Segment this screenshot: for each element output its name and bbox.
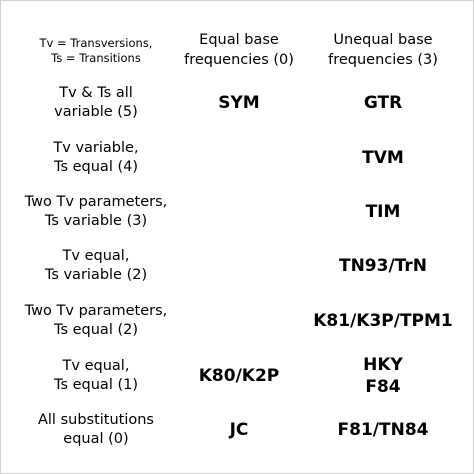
row-label-line-2: equal (0) — [63, 431, 129, 447]
model-name: SYM — [218, 93, 260, 113]
model-unequal-k81 — [300, 308, 466, 334]
row-label-line-2: Ts variable (3) — [44, 213, 148, 229]
row-label-jc — [12, 410, 180, 450]
column-header-unequal-line-2: frequencies (3) — [328, 52, 438, 68]
model-name-hky: HKY — [363, 355, 403, 375]
row-label-line-2: Ts equal (4) — [54, 159, 138, 175]
legend-line-1: Tv = Transversions, — [39, 36, 153, 50]
row-label-line-1: Tv equal, — [62, 248, 130, 264]
model-equal-jc — [176, 417, 302, 443]
row-label-tn93 — [12, 246, 180, 286]
row-label-line-1: All substitutions — [37, 412, 154, 428]
model-unequal-tim — [300, 199, 466, 225]
model-equal-k80 — [176, 363, 302, 389]
column-header-unequal-line-1: Unequal base — [333, 32, 433, 48]
model-unequal-tvm — [300, 145, 466, 171]
row-label-line-1: Tv & Ts all — [59, 85, 133, 101]
model-name: F81/TN84 — [337, 420, 429, 440]
row-label-line-2: Ts variable (2) — [44, 267, 148, 283]
column-header-unequal — [300, 30, 466, 70]
model-unequal-gtr — [300, 90, 466, 116]
row-label-tim — [12, 192, 180, 232]
model-name: JC — [229, 420, 249, 440]
model-name: TVM — [362, 148, 404, 168]
model-unequal-tn93 — [300, 253, 466, 279]
row-label-line-2: Ts equal (1) — [54, 377, 138, 393]
legend-line-2: Ts = Transitions — [51, 51, 141, 65]
model-name: TIM — [365, 202, 401, 222]
row-label-tvm — [12, 138, 180, 178]
row-label-line-2: variable (5) — [54, 104, 138, 120]
row-label-line-1: Tv variable, — [53, 140, 139, 156]
column-header-equal — [176, 30, 302, 70]
model-equal-sym — [176, 90, 302, 116]
column-header-equal-line-2: frequencies (0) — [184, 52, 294, 68]
model-name: GTR — [363, 93, 403, 113]
model-name: K81/K3P/TPM1 — [313, 311, 453, 331]
row-label-k80 — [12, 356, 180, 396]
row-label-line-1: Two Tv parameters, — [24, 303, 168, 319]
model-name: K80/K2P — [198, 366, 280, 386]
column-header-equal-line-1: Equal base — [199, 32, 279, 48]
row-label-k81 — [12, 301, 180, 341]
row-label-line-1: Two Tv parameters, — [24, 194, 168, 210]
model-name-f84: F84 — [365, 377, 401, 397]
legend — [12, 34, 180, 68]
model-name: TN93/TrN — [338, 256, 428, 276]
row-label-line-1: Tv equal, — [62, 358, 130, 374]
model-unequal-hky-f84 — [300, 352, 466, 400]
row-label-line-2: Ts equal (2) — [54, 322, 138, 338]
row-label-sym — [12, 83, 180, 123]
model-unequal-f81 — [300, 417, 466, 443]
